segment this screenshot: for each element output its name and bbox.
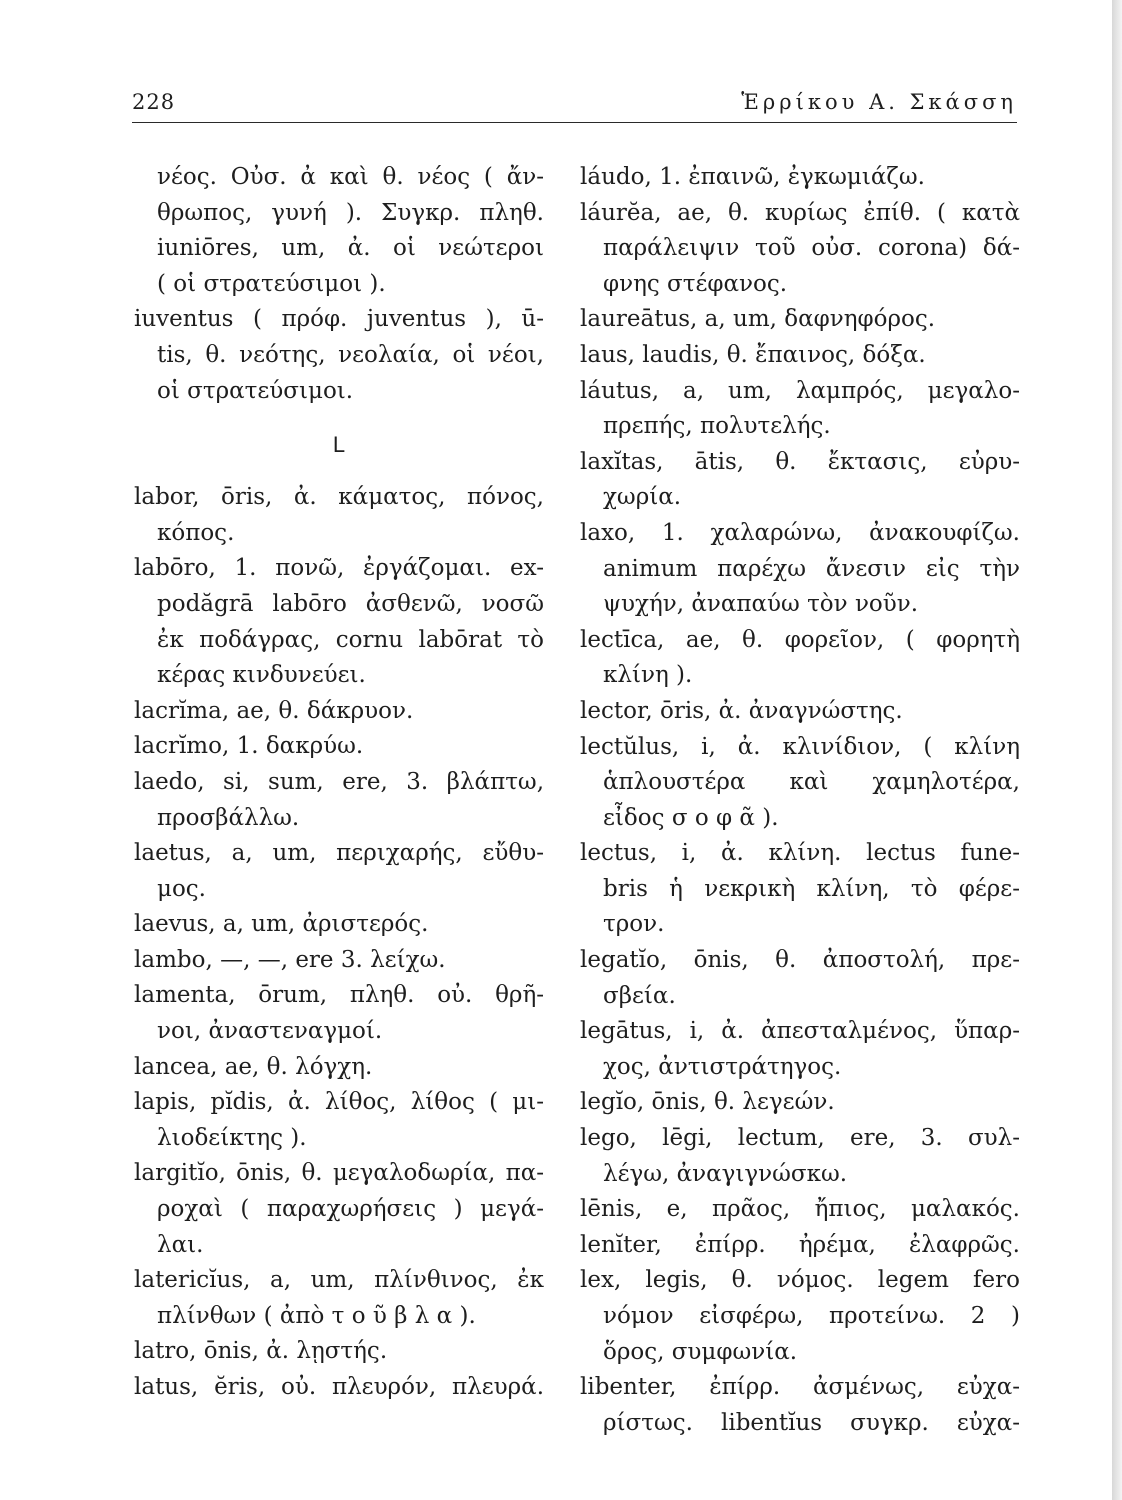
dictionary-line: lectŭlus, i, ἀ. κλινίδιον, ( κλίνη [580,733,1020,760]
dictionary-line: θρωπος, γυνή ). Συγκρ. πληθ. [157,199,544,226]
dictionary-line: lego, lēgi, lectum, ere, 3. συλ- [580,1125,1020,1152]
dictionary-line: σβεία. [603,982,676,1009]
dictionary-line: κέρας κινδυνεύει. [157,662,366,689]
dictionary-line: lamenta, ōrum, πληθ. οὐ. θρῆ- [134,982,544,1009]
dictionary-line: χωρία. [603,484,682,511]
dictionary-line: lēnis, e, πρᾶος, ἤπιος, μαλακός. [580,1196,1020,1223]
dictionary-line: podăgrā labōro ἀσθενῶ, νοσῶ [157,590,544,617]
dictionary-line: laxĭtas, ātis, θ. ἔκτασις, εὐρυ- [580,448,1020,475]
dictionary-line: ψυχήν, ἀναπαύω τὸν νοῦν. [603,591,919,618]
right-column [580,160,1020,1441]
dictionary-line: libenter, ἐπίρρ. ἀσμένως, εὐχα- [580,1374,1020,1401]
dictionary-line: πρεπής, πολυτελής. [603,413,831,440]
dictionary-line: tis, θ. νεότης, νεολαία, οἱ νέοι, [157,341,544,368]
dictionary-line: χος, ἀντιστράτηγος. [603,1053,842,1080]
dictionary-line: ἁπλουστέρα καὶ χαμηλοτέρα, [603,769,1020,796]
dictionary-line: latro, ōnis, ἀ. λῃστής. [134,1338,388,1365]
dictionary-line: lancea, ae, θ. λόγχη. [134,1053,373,1080]
dictionary-line: laetus, a, um, περιχαρής, εὔθυ- [134,840,544,867]
page-edge-shadow [1112,0,1122,1500]
dictionary-line: νέος. Οὐσ. ἀ καὶ θ. νέος ( ἄν- [157,164,544,190]
dictionary-line: labor, ōris, ἀ. κάματος, πόνος, [134,484,544,511]
dictionary-line: láutus, a, um, λαμπρός, μεγαλο- [580,377,1020,404]
dictionary-line: laedo, si, sum, ere, 3. βλάπτω, [134,768,544,795]
dictionary-line: προσβάλλω. [157,804,300,831]
dictionary-line: largitĭo, ōnis, θ. μεγαλοδωρία, πα- [134,1160,544,1187]
dictionary-line: láurĕa, ae, θ. κυρίως ἐπίθ. ( κατὰ [580,199,1020,226]
dictionary-line: labōro, 1. πονῶ, ἐργάζομαι. ex- [134,555,544,582]
dictionary-line: εἶδος σ ο φ ᾶ ). [603,804,779,831]
dictionary-line: laus, laudis, θ. ἔπαινος, δόξα. [580,341,926,368]
dictionary-line: legatĭo, ōnis, θ. ἀποστολή, πρε- [580,947,1020,974]
dictionary-line: ὅρος, συμφωνία. [603,1338,798,1365]
dictionary-line: latericĭus, a, um, πλίνθινος, ἐκ [134,1267,544,1294]
dictionary-line: lectus, i, ἀ. κλίνη. lectus fune- [580,840,1020,867]
dictionary-line: iuventus ( πρόφ. juventus ), ū- [134,306,544,333]
dictionary-line: láudo, 1. ἐπαινῶ, ἐγκωμιάζω. [580,164,925,190]
dictionary-line: ἐκ ποδάγρας, cornu labōrat τὸ [157,626,544,653]
dictionary-line: lex, legis, θ. νόμος. legem fero [580,1267,1020,1294]
dictionary-line: λαι. [157,1231,204,1258]
dictionary-line: ( οἱ στρατεύσιμοι ). [157,270,386,297]
dictionary-line: lambo, —, —, ere 3. λείχω. [134,946,446,973]
dictionary-line: πλίνθων ( ἀπὸ τ ο ῦ β λ α ). [157,1302,476,1329]
dictionary-line: bris ἡ νεκρικὴ κλίνη, τὸ φέρε- [603,875,1020,902]
dictionary-line: lectīca, ae, θ. φορεῖον, ( φορητὴ [580,626,1020,653]
dictionary-line: κλίνη ). [603,662,693,689]
dictionary-line: λιοδείκτης ). [157,1124,307,1151]
dictionary-line: laureātus, a, um, δαφνηφόρος. [580,306,936,333]
dictionary-line: laxo, 1. χαλαρώνω, ἀνακουφίζω. [580,519,1020,546]
dictionary-line: λέγω, ἀναγιγνώσκω. [603,1160,848,1187]
dictionary-line: τρον. [603,911,665,938]
dictionary-line: latus, ĕris, οὐ. πλευρόν, πλευρά. [134,1374,544,1400]
dictionary-line: lacrĭmo, 1. δακρύω. [134,733,364,760]
dictionary-line: animum παρέχω ἄνεσιν εἰς τὴν [603,555,1020,582]
dictionary-line: legātus, i, ἀ. ἀπεσταλμένος, ὕπαρ- [580,1018,1020,1045]
page-header [132,90,1017,122]
dictionary-line: νοι, ἀναστεναγμοί. [157,1018,383,1045]
dictionary-line: κόπος. [157,519,235,546]
dictionary-line: iuniōres, um, ἀ. οἱ νεώτεροι [157,235,544,262]
dictionary-line: lacrĭma, ae, θ. δάκρυον. [134,697,414,724]
dictionary-line: lapis, pĭdis, ἀ. λίθος, λίθος ( μι- [134,1089,544,1116]
dictionary-line: legĭo, ōnis, θ. λεγεών. [580,1089,835,1116]
dictionary-line: μος. [157,875,206,902]
dictionary-line: ρίστως. libentĭus συγκρ. εὐχα- [603,1409,1020,1436]
dictionary-line: lenĭter, ἐπίρρ. ἠρέμα, ἐλαφρῶς. [580,1231,1020,1258]
section-letter: L [332,432,346,458]
dictionary-line: νόμον εἰσφέρω, προτείνω. 2 ) [603,1303,1020,1329]
dictionary-line: lector, ōris, ἀ. ἀναγνώστης. [580,697,903,724]
header-rule [132,122,1017,123]
dictionary-line: ροχαὶ ( παραχωρήσεις ) μεγά- [157,1196,544,1223]
dictionary-line: laevus, a, um, ἀριστερός. [134,911,429,938]
page-number: 228 [132,90,176,114]
running-title: Ἑρρίκου Α. Σκάσση [741,90,1017,114]
left-column [134,160,544,1406]
dictionary-line: παράλειψιν τοῦ οὐσ. corona) δά- [603,235,1020,262]
dictionary-line: οἱ στρατεύσιμοι. [157,377,354,404]
dictionary-line: φνης στέφανος. [603,270,788,297]
